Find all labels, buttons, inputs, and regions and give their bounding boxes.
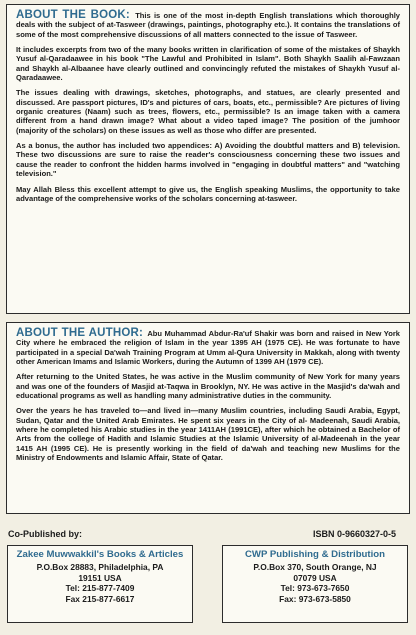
publisher-2-zip: 07079 USA bbox=[293, 572, 337, 583]
publisher-2-name: CWP Publishing & Distribution bbox=[245, 549, 385, 560]
about-book-panel bbox=[6, 4, 410, 314]
publisher-1-tel: Tel: 215-877-7409 bbox=[65, 583, 135, 593]
co-published-label: Co-Published by: bbox=[8, 529, 82, 539]
publisher-2-fax: Fax: 973-673-5850 bbox=[279, 593, 351, 604]
about-book-paragraph-1 bbox=[16, 11, 400, 39]
about-book-paragraph-4: As a bonus, the author has included two appendices: A) Avoiding the doubtful matters and B) television. These two discussions are sure to raise the reader's consciousness concerning these two issues and cause the reader to confront the hidden harms involved in "engaging in doubtful matters" and "watching television." bbox=[16, 141, 400, 179]
publisher-1-address: P.O.Box 28883, Philadelphia, PA bbox=[36, 562, 164, 572]
publisher-box-2 bbox=[222, 545, 408, 623]
about-book-text-1: This is one of the most in-depth English translations which thoroughly deals with the subject of at-Tasweer (drawings, paintings, photography etc.). It contains the translations of some of the most comprehensive discussions of all matters connected to the issue of Tasweer. bbox=[16, 11, 400, 39]
about-book-paragraph-3: The issues dealing with drawings, sketches, photographs, and statues, are clearly presented and discussed. Are passport pictures, ID's and pictures of cars, boats, etc., permissible? Are pictures of living organic creatures (Naam) such as trees, flowers, etc., permissible? Is an image taken with a camera different from a hand drawn image? What about a video taped image? The position of the jumhoor (majority of the scholars) on these issues as well as those who differ are presented. bbox=[16, 88, 400, 135]
isbn-label: ISBN 0-9660327-0-5 bbox=[312, 529, 396, 539]
about-author-paragraph-1 bbox=[16, 329, 400, 366]
about-author-paragraph-2: After returning to the United States, he was active in the Muslim community of New York for many years and was one of the founders of Masjid at-Taqwa in Brooklyn, NY. He was active in the Masjid's da'wah and educational programs as well as handling many administrative duties in the community. bbox=[16, 372, 400, 401]
about-author-heading: ABOUT THE AUTHOR: bbox=[16, 327, 144, 339]
about-book-paragraph-2: It includes excerpts from two of the many books written in clarification of some of the mistakes of Shaykh Yusuf al-Qaradaawee in his book "The Lawful and Prohibited in Islam". Both Shaykh Saalih al-Fawzaan and Shaykh al-Albaanee have clearly outlined and convincingly refuted the mistakes of Shaykh Yusuf al-Qaradaawee. bbox=[16, 45, 400, 83]
about-author-text-1: Abu Muhammad Abdur-Ra'uf Shakir was born and raised in New York City where he embraced the religion of Islam in the year 1395 AH (1975 CE). He was fortunate to have participated in a special Da'wah Training Program at Umm al-Qura University in Makkah, along with twenty other American Imams and Islamic Workers, during the Autumn of 1399 AH (1979 CE). bbox=[16, 329, 400, 367]
publisher-1-name: Zakee Muwwakkil's Books & Articles bbox=[16, 549, 184, 560]
about-author-paragraph-3: Over the years he has traveled to—and lived in—many Muslim countries, including Saudi Arabia, Egypt, Sudan, Qatar and the United Arab Emirates. He spent six years in the City of al- Madeenah, Saudi Arabia, where he completed his Arabic studies in the year 1411AH (1991CE), after which he obtained a Bachelor of Arts from the college of Hadith and Islamic Studies at the Islamic University of al-Madeenah in the year 1415 AH (1995 CE). He is presently working in the field of da'wah and teaching new Muslims for the Ministry of Endowments and Islamic Affair, State of Qatar. bbox=[16, 406, 400, 463]
about-author-panel bbox=[6, 322, 410, 514]
publisher-box-1 bbox=[7, 545, 193, 623]
publisher-2-address: P.O.Box 370, South Orange, NJ bbox=[253, 562, 377, 572]
publisher-2-tel: Tel: 973-673-7650 bbox=[280, 583, 350, 593]
publisher-1-zip: 19151 USA bbox=[78, 572, 122, 583]
about-book-paragraph-5: May Allah Bless this excellent attempt to give us, the English speaking Muslims, the opportunity to take advantage of the comprehensive works of the scholars concerning at-tasweer. bbox=[16, 184, 400, 203]
publisher-1-fax: Fax 215-877-6617 bbox=[65, 593, 135, 604]
about-book-heading: ABOUT THE BOOK: bbox=[16, 9, 130, 21]
